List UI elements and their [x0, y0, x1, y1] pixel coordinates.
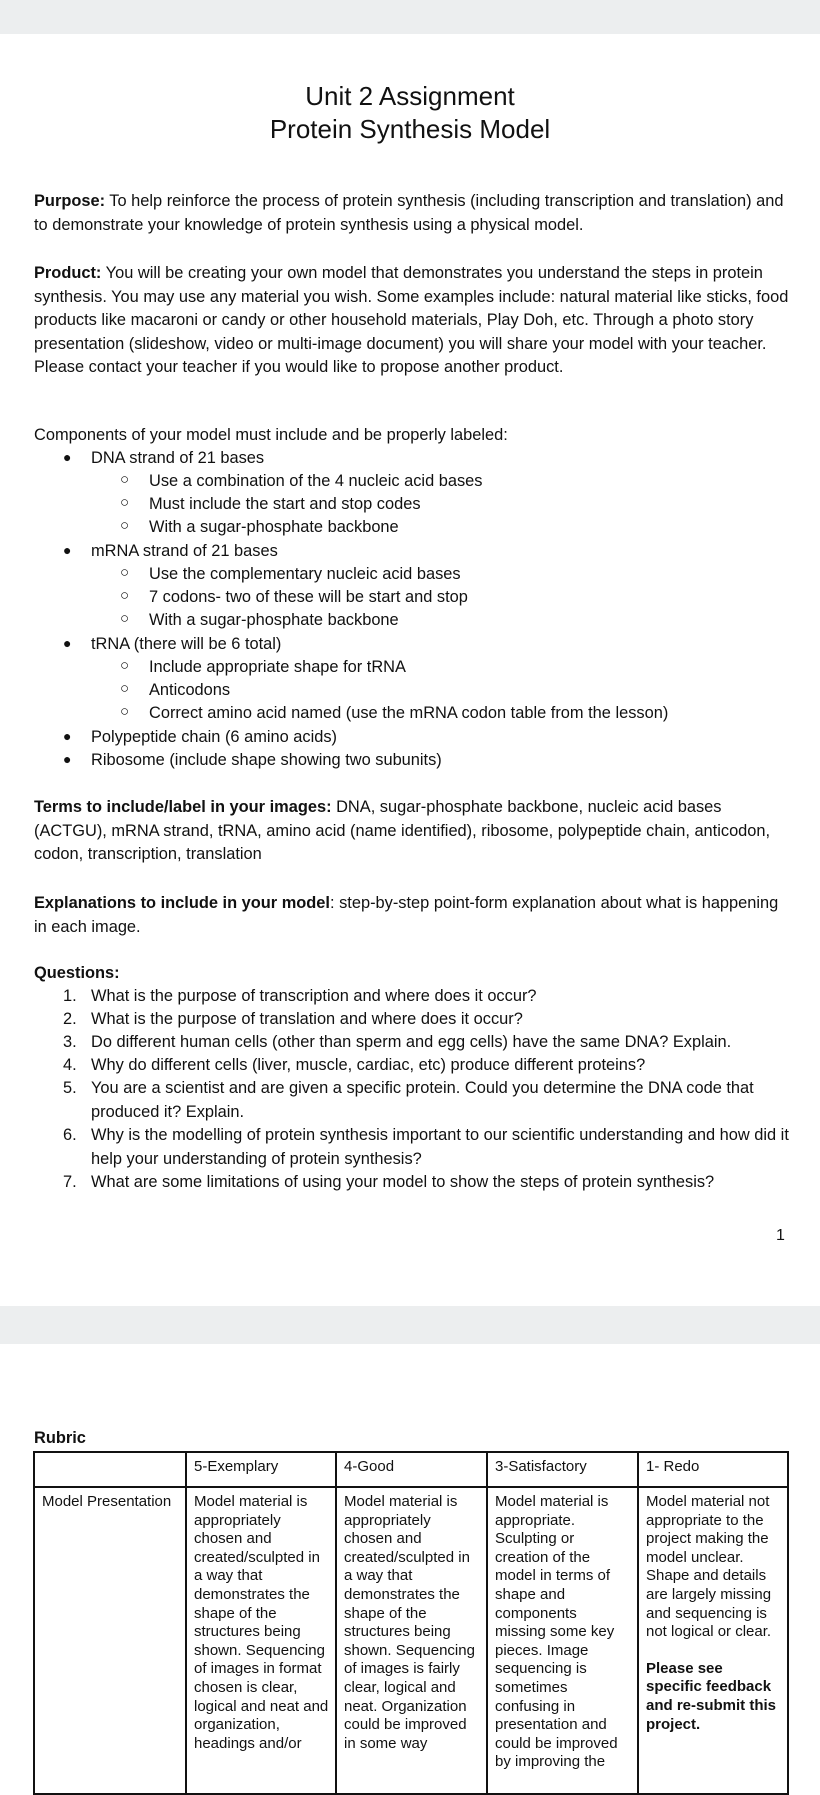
- document-page-1: [0, 34, 820, 1306]
- question-number: 2.: [63, 1010, 77, 1028]
- bullet-icon: ●: [63, 542, 72, 558]
- rubric-cell: [638, 1487, 788, 1794]
- bullet-icon: ●: [63, 635, 72, 651]
- sub-bullet-icon: ○: [120, 610, 130, 627]
- product-paragraph: [34, 262, 794, 380]
- bullet-icon: ●: [63, 449, 72, 465]
- sub-bullet-icon: ○: [120, 703, 130, 720]
- sub-bullet-icon: ○: [120, 564, 130, 581]
- rubric-table: [33, 1451, 789, 1795]
- viewer-gap: [0, 1306, 820, 1344]
- doc-subtitle: Protein Synthesis Model: [269, 114, 551, 144]
- rubric-header-cell: 1- Redo: [638, 1452, 788, 1487]
- explanations-paragraph: [34, 892, 794, 939]
- rubric-cell-text: Model material not appropriate to the project making the model unclear. Shape and details are largely missing and sequencing is not logical or clear.: [646, 1493, 772, 1641]
- rubric-cell: Model material is appropriately chosen and created/sculpted in a way that demonstrates the shape of the structures being shown. Sequencing of images in format chosen is clear, logical and neat and organization, headings and/or: [186, 1487, 336, 1794]
- component-sub-item: Correct amino acid named (use the mRNA codon table from the lesson): [149, 704, 669, 722]
- bullet-icon: ●: [63, 751, 72, 767]
- rubric-header-cell: [34, 1452, 186, 1487]
- doc-title: Unit 2 Assignment: [305, 81, 515, 111]
- rubric-cell: Model material is appropriately chosen and created/sculpted in a way that demonstrates the shape of the structures being shown. Sequencing of images is fairly clear, logical and neat. Organization could be improved in some way: [336, 1487, 487, 1794]
- document-page-2: [0, 1344, 820, 1778]
- component-sub-item: Use the complementary nucleic acid bases: [149, 565, 461, 583]
- rubric-header-row: [34, 1452, 788, 1487]
- component-sub-item: 7 codons- two of these will be start and stop: [149, 588, 468, 606]
- sub-bullet-icon: ○: [120, 517, 130, 534]
- product-text: You will be creating your own model that demonstrates you understand the steps in protein synthesis. You may use any material you wish. Some examples include: natural material like sticks, food products like macaroni or candy or other household materials, Play Doh, etc. Through a photo story presentation (slideshow, video or multi-image document) you will share your model with your teacher. Please contact your teacher if you would like to propose another product.: [34, 264, 789, 376]
- sub-bullet-icon: ○: [120, 471, 130, 488]
- component-sub-item: With a sugar-phosphate backbone: [149, 611, 399, 629]
- purpose-label: Purpose:: [34, 192, 106, 210]
- component-sub-item: Anticodons: [149, 681, 231, 699]
- component-trna: tRNA (there will be 6 total): [91, 635, 282, 653]
- product-label: Product:: [34, 264, 102, 282]
- question-number: 4.: [63, 1056, 77, 1074]
- sub-bullet-icon: ○: [120, 587, 130, 604]
- rubric-header-cell: 5-Exemplary: [186, 1452, 336, 1487]
- component-polypeptide: Polypeptide chain (6 amino acids): [91, 728, 337, 746]
- component-ribosome: Ribosome (include shape showing two subunits): [91, 751, 442, 769]
- rubric-header-cell: 3-Satisfactory: [487, 1452, 638, 1487]
- explanations-text: : step-by-step point-form explanation about what is happening in each image.: [34, 894, 779, 936]
- explanations-label: Explanations to include in your model: [34, 894, 330, 912]
- component-mrna: mRNA strand of 21 bases: [91, 542, 278, 560]
- sub-bullet-icon: ○: [120, 494, 130, 511]
- component-sub-item: With a sugar-phosphate backbone: [149, 518, 399, 536]
- questions-heading: Questions:: [34, 964, 120, 982]
- component-sub-item: Include appropriate shape for tRNA: [149, 658, 406, 676]
- component-sub-item: Use a combination of the 4 nucleic acid bases: [149, 472, 483, 490]
- question-number: 1.: [63, 987, 77, 1005]
- question-text: What is the purpose of translation and where does it occur?: [91, 1010, 523, 1028]
- terms-label: Terms to include/label in your images:: [34, 798, 332, 816]
- bullet-icon: ●: [63, 728, 72, 744]
- question-text: What is the purpose of transcription and where does it occur?: [91, 987, 537, 1005]
- rubric-cell: Model material is appropriate. Sculpting or creation of the model in terms of shape and components missing some key pieces. Image sequencing is sometimes confusing in presentation and could be improved by improving the: [487, 1487, 638, 1794]
- sub-bullet-icon: ○: [120, 657, 130, 674]
- component-dna: DNA strand of 21 bases: [91, 449, 265, 467]
- question-number: 6.: [63, 1126, 77, 1144]
- terms-paragraph: [34, 796, 794, 867]
- rubric-criterion-cell: Model Presentation: [34, 1487, 186, 1794]
- rubric-header-cell: 4-Good: [336, 1452, 487, 1487]
- rubric-row: [34, 1487, 788, 1794]
- question-number: 3.: [63, 1033, 77, 1051]
- sub-bullet-icon: ○: [120, 680, 130, 697]
- rubric-cell-bold-text: Please see specific feedback and re-submit this project.: [646, 1659, 777, 1733]
- rubric-heading: Rubric: [34, 1429, 86, 1447]
- terms-text: DNA, sugar-phosphate backbone, nucleic acid bases (ACTGU), mRNA strand, tRNA, amino acid (name identified), ribosome, polypeptide chain, anticodon, codon, transcription, translation: [34, 798, 771, 863]
- question-text: You are a scientist and are given a specific protein. Could you determine the DNA code that produced it? Explain.: [91, 1079, 754, 1121]
- question-text: Why is the modelling of protein synthesis important to our scientific understanding and how did it help your understanding of protein synthesis?: [91, 1126, 789, 1168]
- viewer-gap: [0, 0, 820, 34]
- purpose-text: To help reinforce the process of protein synthesis (including transcription and translation) and to demonstrate your knowledge of protein synthesis using a physical model.: [34, 192, 784, 234]
- question-text: What are some limitations of using your model to show the steps of protein synthesis?: [91, 1173, 715, 1191]
- question-text: Why do different cells (liver, muscle, cardiac, etc) produce different proteins?: [91, 1056, 646, 1074]
- purpose-paragraph: [34, 190, 794, 237]
- question-number: 7.: [63, 1173, 77, 1191]
- component-sub-item: Must include the start and stop codes: [149, 495, 421, 513]
- question-text: Do different human cells (other than sperm and egg cells) have the same DNA? Explain.: [91, 1033, 732, 1051]
- components-intro: Components of your model must include and be properly labeled:: [34, 426, 508, 444]
- page-number: 1: [776, 1227, 785, 1244]
- question-number: 5.: [63, 1079, 77, 1097]
